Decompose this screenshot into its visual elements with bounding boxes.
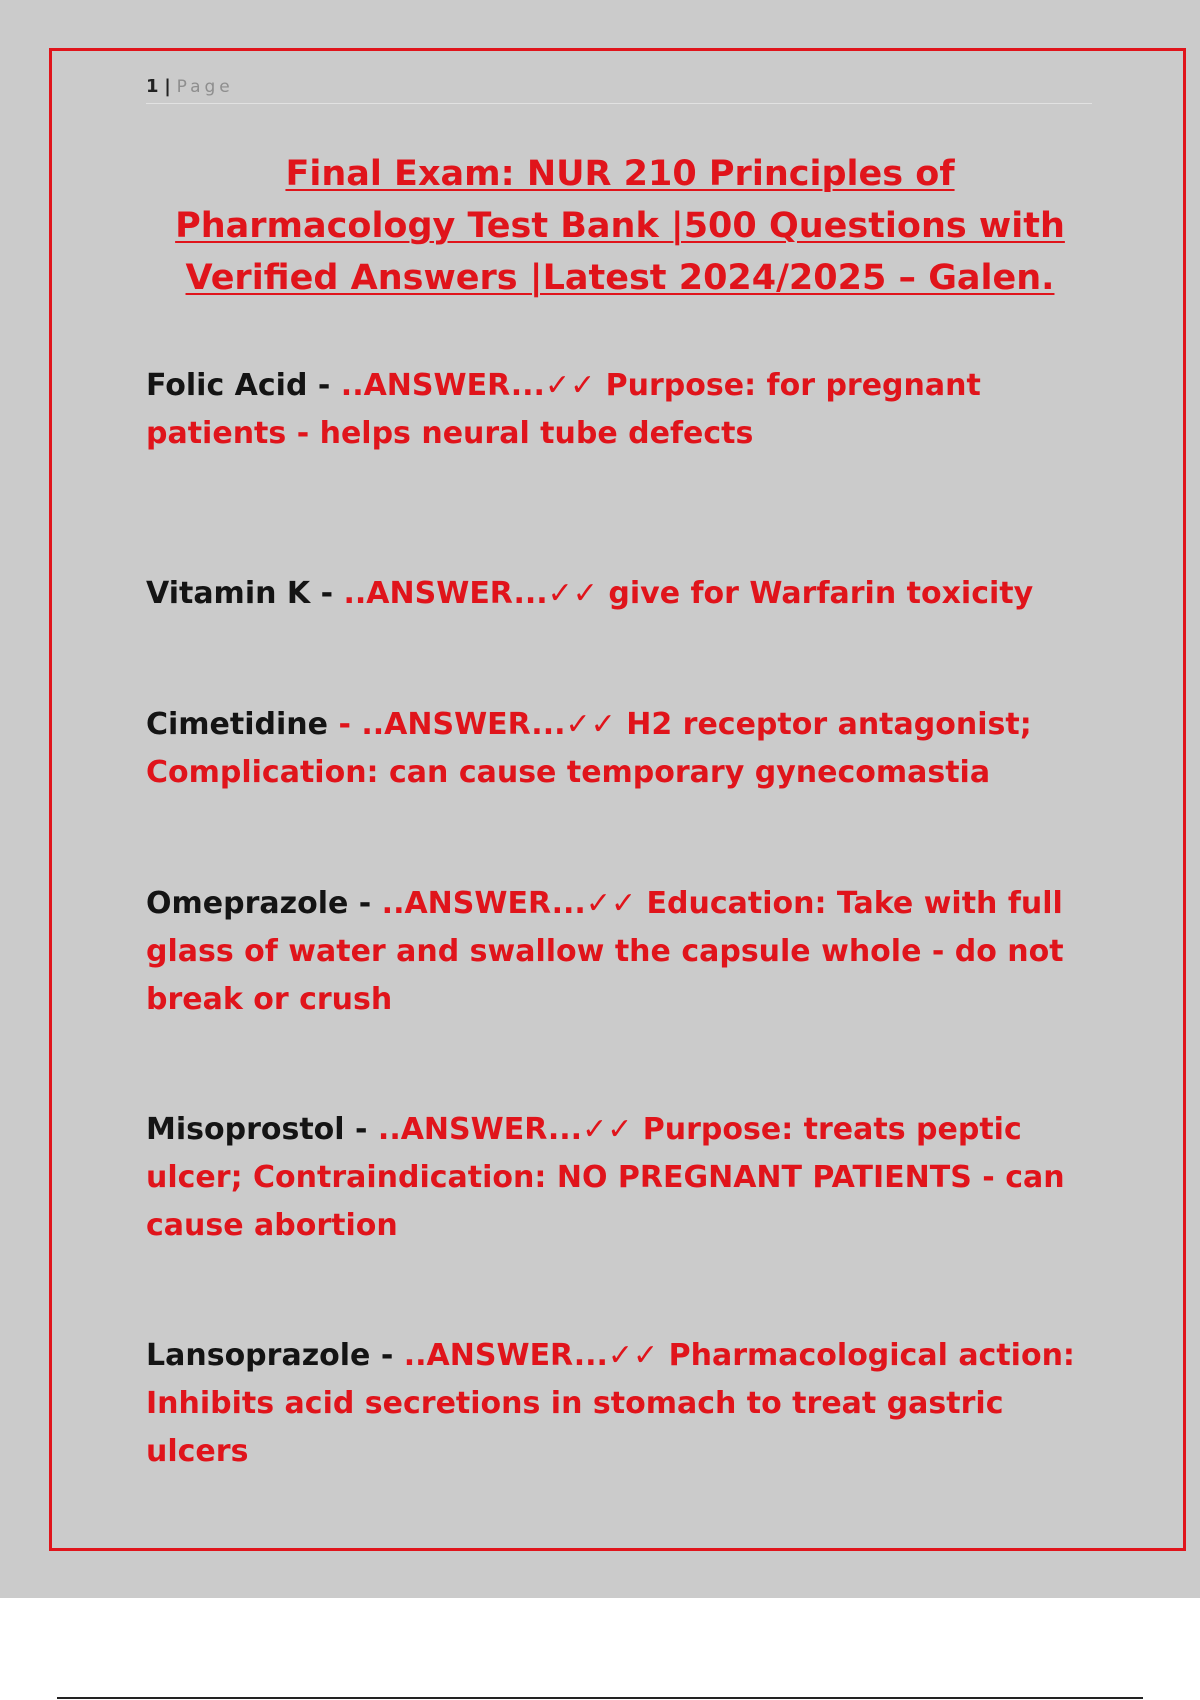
qa-entry-omeprazole (146, 880, 1096, 1024)
entry-term: Cimetidine (146, 707, 328, 742)
entry-term: Folic Acid (146, 368, 308, 403)
qa-entry-lansoprazole (146, 1332, 1096, 1476)
entry-answer: Purpose: treats peptic ulcer; Contraindication: NO PREGNANT PATIENTS - can cause abortion (146, 1112, 1065, 1243)
qa-entry-misoprostol (146, 1106, 1096, 1250)
qa-entry-vitamin-k (146, 570, 1096, 618)
answer-marker: ..ANSWER...✓✓ (340, 368, 606, 403)
entry-answer: H2 receptor antagonist; Complication: can cause temporary gynecomastia (146, 707, 1032, 790)
entry-dash: - (307, 368, 341, 403)
answer-marker: ..ANSWER...✓✓ (381, 886, 647, 921)
bottom-rule-divider (57, 1697, 1143, 1699)
entry-term: Omeprazole (146, 886, 349, 921)
answer-marker: ..ANSWER...✓✓ (377, 1112, 643, 1147)
entry-dash: - (328, 707, 362, 742)
entry-answer: Education: Take with full glass of water and swallow the capsule whole - do not break or crush (146, 886, 1064, 1017)
entry-answer: Pharmacological action: Inhibits acid secretions in stomach to treat gastric ulcers (146, 1338, 1075, 1469)
entry-answer: Purpose: for pregnant patients - helps neural tube defects (146, 368, 981, 451)
page-word: Page (176, 77, 234, 97)
answer-marker: ..ANSWER...✓✓ (403, 1338, 669, 1373)
entry-dash: - (370, 1338, 404, 1373)
entry-term: Lansoprazole (146, 1338, 371, 1373)
qa-entry-folic-acid (146, 362, 1096, 458)
entry-term: Misoprostol (146, 1112, 345, 1147)
entry-dash: - (348, 886, 382, 921)
qa-entry-cimetidine (146, 701, 1096, 797)
page-header (146, 74, 1092, 104)
entry-answer: give for Warfarin toxicity (608, 576, 1034, 611)
answer-marker: ..ANSWER...✓✓ (361, 707, 627, 742)
page-number: 1 (146, 76, 159, 97)
entry-dash: - (310, 576, 344, 611)
page-separator: | (164, 76, 171, 97)
document-title: Final Exam: NUR 210 Principles of Pharmacology Test Bank |500 Questions with Verified Answers |Latest 2024/2025 – Galen. (175, 154, 1065, 298)
answer-marker: ..ANSWER...✓✓ (343, 576, 609, 611)
entry-dash: - (344, 1112, 378, 1147)
entry-term: Vitamin K (146, 576, 311, 611)
